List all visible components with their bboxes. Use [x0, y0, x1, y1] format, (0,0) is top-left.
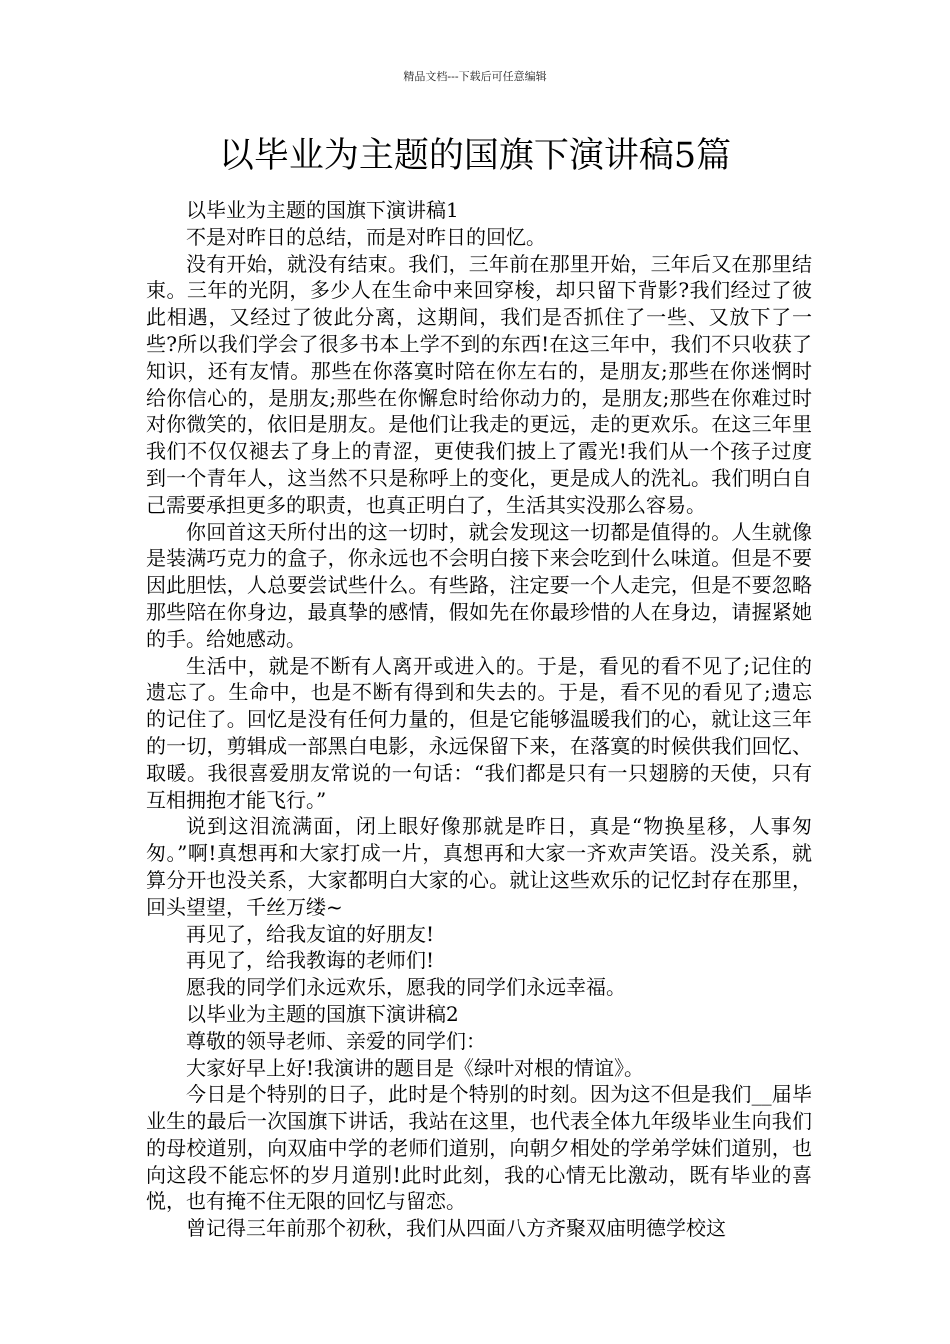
paragraph: 今日是个特别的日子，此时是个特别的时刻。因为这不但是我们__届毕业生的最后一次国旗下讲话，我站在这里，也代表全体九年级毕业生向我们的母校道别，向双庙中学的老师们道别，向朝夕相处的学弟学妹们道别，也向这段不能忘怀的岁月道别!此时此刻，我的心情无比激动，既有毕业的喜悦，也有掩不住无限的回忆与留恋。 — [146, 1082, 812, 1214]
paragraph: 愿我的同学们永远欢乐，愿我的同学们永远幸福。 — [186, 975, 626, 1000]
paragraph: 尊敬的领导老师、亲爱的同学们： — [186, 1028, 486, 1053]
paragraph: 曾记得三年前那个初秋，我们从四面八方齐聚双庙明德学校这 — [186, 1216, 726, 1241]
paragraph: 说到这泪流满面，闭上眼好像那就是昨日，真是“物换星移，人事匆匆。”啊!真想再和大家打成一片，真想再和大家一齐欢声笑语。没关系，就算分开也没关系，大家都明白大家的心。就让这些欢乐的记忆封存在那里，回头望望，千丝万缕~ — [146, 814, 812, 919]
paragraph: 再见了，给我教诲的老师们! — [186, 948, 435, 973]
paragraph: 大家好早上好!我演讲的题目是《绿叶对根的情谊》。 — [186, 1055, 645, 1080]
section-heading: 以毕业为主题的国旗下演讲稿1 — [186, 198, 459, 222]
paragraph: 生活中，就是不断有人离开或进入的。于是，看见的看不见了;记住的遗忘了。生命中，也是不断有得到和失去的。于是，看不见的看见了;遗忘的记住了。回忆是没有任何力量的，但是它能够温暖我们的心，就让这三年的一切，剪辑成一部黑白电影，永远保留下来，在落寞的时候供我们回忆、取暖。我很喜爱朋友常说的一句话：“我们都是只有一只翅膀的天使，只有互相拥抱才能飞行。” — [146, 653, 812, 812]
paragraph: 不是对昨日的总结，而是对昨日的回忆。 — [186, 224, 546, 249]
section-heading: 以毕业为主题的国旗下演讲稿2 — [186, 1001, 459, 1026]
document-body — [146, 197, 812, 1242]
header-note: 精品文档---下载后可任意编辑 — [403, 70, 547, 83]
paragraph: 你回首这天所付出的这一切时，就会发现这一切都是值得的。人生就像是装满巧克力的盒子，你永远也不会明白接下来会吃到什么味道。但是不要因此胆怯，人总要尝试些什么。有些路，注定要一个人走完，但是不要忽略那些陪在你身边，最真挚的感情，假如先在你最珍惜的人在身边，请握紧她的手。给她感动。 — [146, 519, 812, 651]
paragraph: 没有开始，就没有结束。我们，三年前在那里开始，三年后又在那里结束。三年的光阴，多少人在生命中来回穿梭，却只留下背影?我们经过了彼此相遇，又经过了彼此分离，这期间，我们是否抓住了一些、又放下了一些?所以我们学会了很多书本上学不到的东西!在这三年中，我们不只收获了知识，还有友情。那些在你落寞时陪在你左右的，是朋友;那些在你迷惘时给你信心的，是朋友;那些在你懈怠时给你动力的，是朋友;那些在你难过时对你微笑的，依旧是朋友。是他们让我走的更远，走的更欢乐。在这三年里我们不仅仅褪去了身上的青涩，更使我们披上了霞光!我们从一个孩子过度到一个青年人，这当然不只是称呼上的变化，更是成人的洗礼。我们明白自己需要承担更多的职责，也真正明白了，生活其实没那么容易。 — [146, 251, 812, 517]
document-title: 以毕业为主题的国旗下演讲稿5篇 — [218, 136, 732, 176]
paragraph: 再见了，给我友谊的好朋友! — [186, 921, 435, 946]
